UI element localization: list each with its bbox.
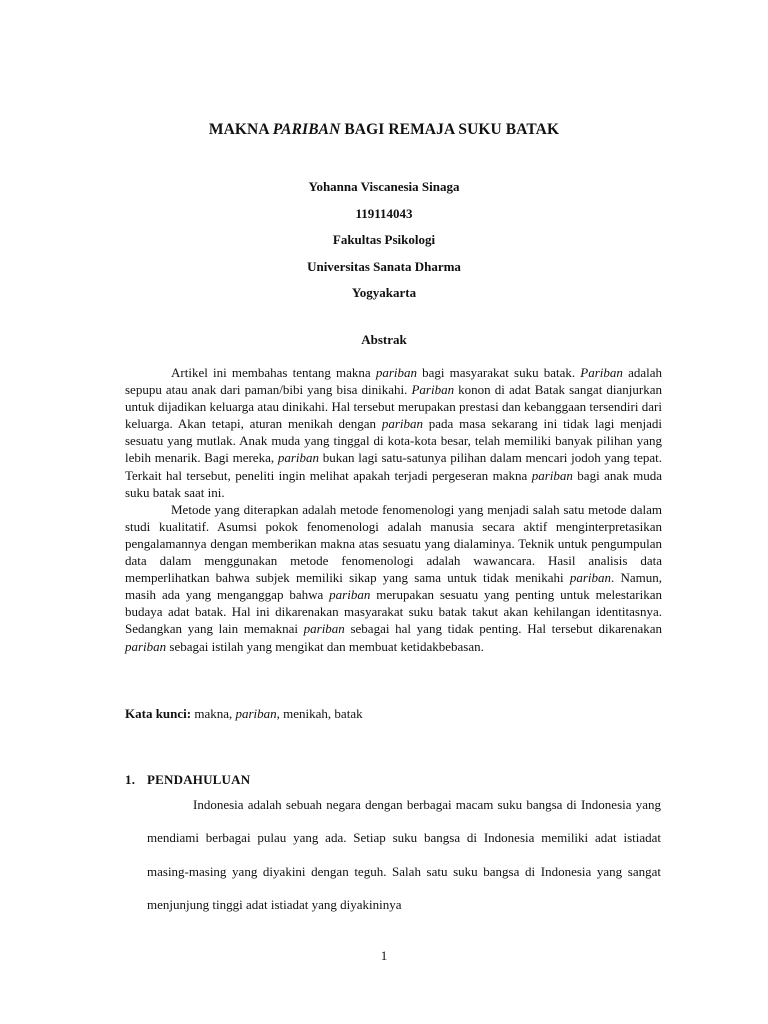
keywords (125, 706, 662, 722)
italic-term: pariban (569, 570, 611, 586)
italic-term: pariban (277, 450, 320, 466)
city: Yogyakarta (351, 285, 417, 300)
abstract-body (125, 364, 662, 655)
keywords-after: , menikah, batak (276, 706, 363, 721)
keywords-label: Kata kunci: (125, 706, 192, 721)
text-run: sebagai istilah yang mengikat dan membuat ketidakbebasan. (166, 638, 484, 654)
page-number: 1 (380, 948, 388, 963)
section-number: 1. (125, 772, 136, 787)
abstract-paragraph-2 (125, 501, 662, 655)
section-heading (125, 772, 250, 788)
paper-title (0, 121, 768, 139)
italic-term: pariban (329, 587, 371, 603)
text-run: Artikel ini membahas tentang makna (171, 365, 376, 380)
student-id: 119114043 (355, 205, 413, 221)
abstract-paragraph-1 (125, 364, 662, 501)
keywords-before: makna, (191, 706, 236, 721)
abstract-heading: Abstrak (361, 332, 407, 347)
text-run: Metode yang diterapkan adalah metode fenomenologi yang menjadi salah satu metode dalam studi kualitatif. Asumsi pokok fenomenologi adalah manusia secara aktif menginterpretasikan pengalamannya dengan memberikan makna atas sesuatu yang dialaminya. Teknik untuk pengumpulan data dalam menggunakan metode fenomenologi adalah wawancara. Hasil analisis data memperlihatkan bahwa subjek memiliki sikap yang sama untuk tidak menikahi (125, 501, 662, 586)
text-run: konon di adat Batak sangat dianjurkan untuk dijadikan keluarga atau dinikahi. Hal tersebut merupakan prestasi dan kebanggaan tersendiri dari keluarga. Akan tetapi, aturan menikah dengan (125, 382, 662, 432)
italic-term: pariban (531, 467, 573, 483)
author-name: Yohanna Viscanesia Sinaga (308, 179, 460, 194)
italic-term: pariban (381, 416, 423, 432)
text-run: pada masa sekarang ini tidak lagi menjadi sesuatu yang mutlak. Anak muda yang tinggal di kota-kota besar, telah memiliki banyak pilihan yang lebih menarik. Bagi mereka, (125, 416, 662, 466)
section-title: PENDAHULUAN (147, 772, 251, 787)
italic-term: pariban (125, 638, 167, 654)
text-run: bagi anak muda suku batak saat ini. (125, 467, 662, 500)
body-paragraph: Indonesia adalah sebuah negara dengan berbagai macam suku bangsa di Indonesia yang mendiami berbagai pulau yang ada. Setiap suku bangsa di Indonesia memiliki adat istiadat masing-masing yang diyakini dengan teguh. Salah satu suku bangsa di Indonesia yang sangat menjunjung tinggi adat istiadat yang diyakininya (147, 797, 661, 912)
title-prefix: MAKNA (208, 121, 273, 138)
text-run: merupakan sesuatu yang penting untuk melestarikan budaya adat batak. Hal ini dikarenakan masyarakat suku batak takut akan kehilangan identitasnya. Sedangkan yang lain memaknai (125, 587, 662, 637)
text-run: . Namun, masih ada yang menganggap bahwa (125, 570, 662, 603)
section-body (147, 788, 661, 921)
text-run: bagi masyarakat suku batak. (417, 365, 581, 380)
university: Universitas Sanata Dharma (307, 258, 461, 274)
text-run: sebagai hal yang tidak penting. Hal tersebut dikarenakan (344, 621, 662, 637)
italic-term: Pariban (411, 382, 455, 398)
title-italic-word: PARIBAN (272, 121, 341, 138)
italic-term: Pariban (580, 365, 623, 380)
text-run: adalah sepupu atau anak dari paman/bibi yang bisa dinikahi. (125, 365, 662, 398)
italic-term: pariban (375, 365, 417, 380)
author-block (0, 180, 768, 313)
faculty: Fakultas Psikologi (332, 232, 436, 247)
keywords-italic: pariban (235, 706, 277, 721)
text-run: bukan lagi satu-satunya pilihan dalam mencari jodoh yang tepat. Terkait hal tersebut, peneliti ingin melihat apakah terjadi pergeseran makna (125, 450, 663, 483)
title-suffix: BAGI REMAJA SUKU BATAK (340, 121, 560, 138)
italic-term: pariban (303, 621, 345, 637)
